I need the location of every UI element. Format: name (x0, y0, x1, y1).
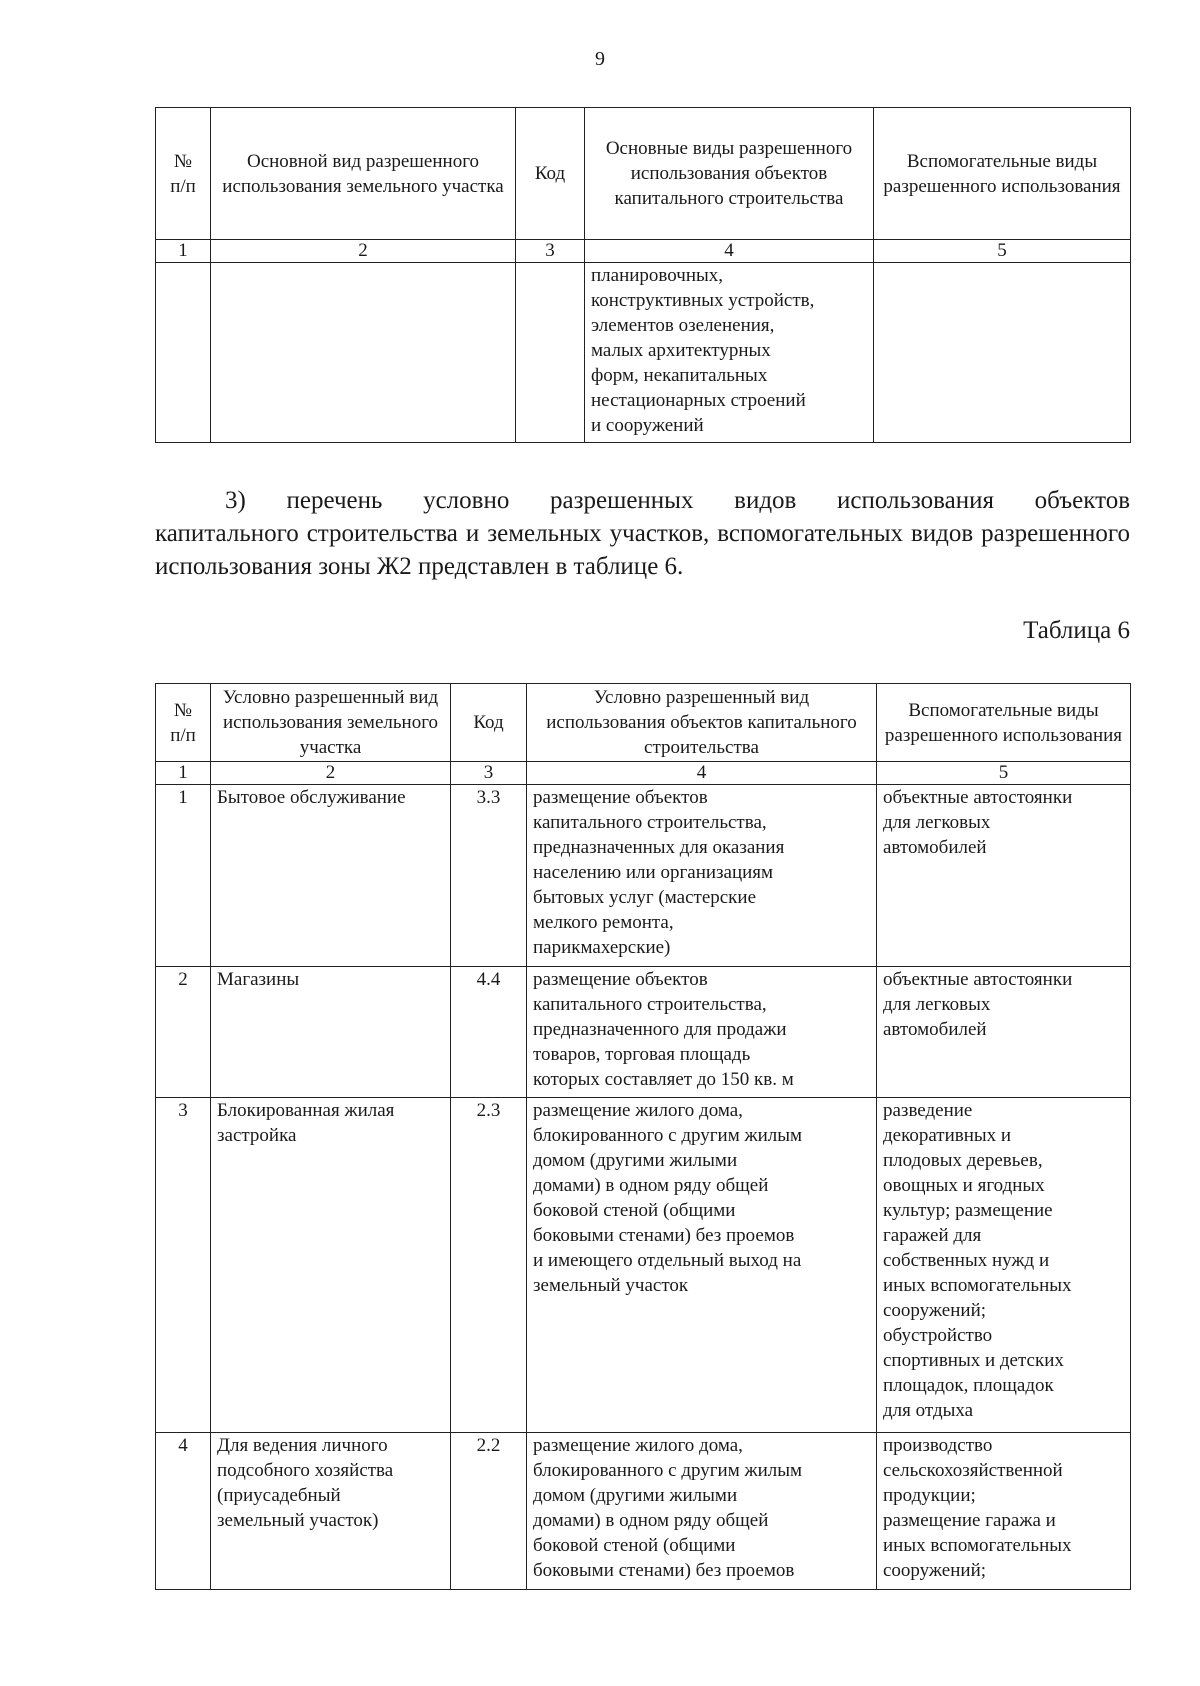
row-capital-use: планировочных, конструктивных устройств, элементов озеленения, малых архитектурных форм, некапитальных нестационарных строений и сооружений (585, 263, 874, 443)
column-number-row (156, 240, 1131, 263)
row-num: 1 (156, 785, 211, 967)
table-row (156, 1433, 1131, 1590)
column-number: 4 (527, 762, 877, 785)
row-code: 2.2 (451, 1433, 527, 1590)
column-number: 5 (874, 240, 1131, 263)
paragraph-line-1: 3) перечень условно разрешенных видов использования объектов (225, 487, 1130, 514)
table-continued (155, 107, 1131, 443)
header-capital-use: Условно разрешенный вид использования объектов капитального строительства (527, 684, 877, 762)
column-number: 2 (211, 762, 451, 785)
table-row (156, 967, 1131, 1098)
header-code: Код (516, 108, 585, 240)
row-capital-use: размещение объектов капитального строительства, предназначенного для продажи товаров, торговая площадь которых составляет до 150 кв. м (527, 967, 877, 1098)
paragraph-rest: капитального строительства и земельных участков, вспомогательных видов разрешенного использования зоны Ж2 представлен в таблице 6. (155, 520, 1130, 580)
header-auxiliary: Вспомогательные виды разрешенного использования (874, 108, 1131, 240)
row-num (156, 263, 211, 443)
row-auxiliary: объектные автостоянки для легковых автомобилей (877, 785, 1131, 967)
row-capital-use: размещение объектов капитального строительства, предназначенных для оказания населению или организациям бытовых услуг (мастерские мелкого ремонта, парикмахерские) (527, 785, 877, 967)
table-6 (155, 683, 1131, 1590)
row-use: Блокированная жилая застройка (211, 1098, 451, 1433)
column-number: 5 (877, 762, 1131, 785)
row-use: Магазины (211, 967, 451, 1098)
header-use: Условно разрешенный вид использования земельного участка (211, 684, 451, 762)
table-header-row (156, 108, 1131, 240)
intro-paragraph (155, 484, 1130, 583)
table-row (156, 263, 1131, 443)
row-use: Бытовое обслуживание (211, 785, 451, 967)
column-number-row (156, 762, 1131, 785)
row-code: 4.4 (451, 967, 527, 1098)
column-number: 4 (585, 240, 874, 263)
row-auxiliary: объектные автостоянки для легковых автомобилей (877, 967, 1131, 1098)
row-use: Для ведения личного подсобного хозяйства (приусадебный земельный участок) (211, 1433, 451, 1590)
row-auxiliary (874, 263, 1131, 443)
header-capital-use: Основные виды разрешенного использования объектов капитального строительства (585, 108, 874, 240)
column-number: 3 (451, 762, 527, 785)
row-auxiliary: производство сельскохозяйственной продукции; размещение гаража и иных вспомогательных сооружений; (877, 1433, 1131, 1590)
column-number: 3 (516, 240, 585, 263)
column-number: 2 (211, 240, 516, 263)
table-row (156, 785, 1131, 967)
table-row (156, 1098, 1131, 1433)
header-code: Код (451, 684, 527, 762)
table-header-row (156, 684, 1131, 762)
row-code (516, 263, 585, 443)
row-num: 4 (156, 1433, 211, 1590)
row-code: 2.3 (451, 1098, 527, 1433)
row-code: 3.3 (451, 785, 527, 967)
row-auxiliary: разведение декоративных и плодовых деревьев, овощных и ягодных культур; размещение гаражей для собственных нужд и иных вспомогательных сооружений; обустройство спортивных и детских площадок, площадок для отдыха (877, 1098, 1131, 1433)
header-num: № п/п (156, 108, 211, 240)
table-caption: Таблица 6 (1023, 617, 1130, 644)
header-num: № п/п (156, 684, 211, 762)
header-main-use: Основной вид разрешенного использования земельного участка (211, 108, 516, 240)
header-auxiliary: Вспомогательные виды разрешенного использования (877, 684, 1131, 762)
row-capital-use: размещение жилого дома, блокированного с другим жилым домом (другими жилыми домами) в одном ряду общей боковой стеной (общими боковыми стенами) без проемов (527, 1433, 877, 1590)
column-number: 1 (156, 240, 211, 263)
column-number: 1 (156, 762, 211, 785)
row-num: 3 (156, 1098, 211, 1433)
row-num: 2 (156, 967, 211, 1098)
page-number: 9 (595, 48, 605, 70)
row-main-use (211, 263, 516, 443)
row-capital-use: размещение жилого дома, блокированного с другим жилым домом (другими жилыми домами) в одном ряду общей боковой стеной (общими боковыми стенами) без проемов и имеющего отдельный выход на земельный участок (527, 1098, 877, 1433)
